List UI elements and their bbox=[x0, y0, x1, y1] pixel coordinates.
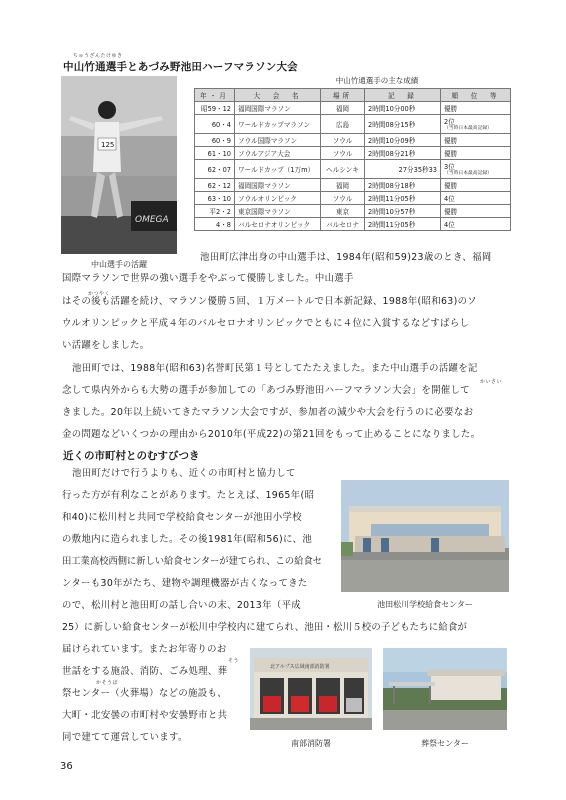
cell-date: 60・9 bbox=[195, 134, 235, 147]
rank-text: 3位 bbox=[444, 163, 455, 171]
cell-record: 2時間08分21秒 bbox=[365, 147, 441, 160]
cell-date: 62・12 bbox=[195, 179, 235, 192]
cell-rank bbox=[441, 160, 511, 179]
cell-rank bbox=[441, 134, 511, 147]
cell-date: 平2・2 bbox=[195, 205, 235, 218]
kyushoku-photo-caption: 池田松川学校給食センター bbox=[377, 600, 473, 609]
cell-event: 福岡国際マラソン bbox=[235, 179, 321, 192]
table-row bbox=[195, 134, 511, 147]
para1-line: はその後も活躍を続け、マラソン優勝５回、１万メートルで日本新記録、1988年(昭和63)のソ bbox=[62, 296, 477, 307]
cell-record: 2時間08分15秒 bbox=[365, 115, 441, 134]
para1-line: い活躍をしました。 bbox=[62, 340, 150, 351]
cell-date: 61・10 bbox=[195, 147, 235, 160]
cell-rank bbox=[441, 102, 511, 115]
rank-text: 優勝 bbox=[444, 137, 458, 145]
cell-event: 福岡国際マラソン bbox=[235, 102, 321, 115]
sousai-center-photo bbox=[383, 648, 507, 730]
table-row bbox=[195, 218, 511, 231]
cell-rank bbox=[441, 147, 511, 160]
table-row bbox=[195, 205, 511, 218]
cell-event: バルセロナオリンピック bbox=[235, 218, 321, 231]
ruby-sou: そう bbox=[228, 658, 240, 664]
para1-line: ウルオリンピックと平成４年のバルセロナオリンピックでともに４位に入賞するなどすばらし bbox=[62, 318, 470, 329]
cell-event: ワールドカップ（1万m） bbox=[235, 160, 321, 179]
rank-text: 優勝 bbox=[444, 182, 458, 190]
para3-line: ので、松川村と池田町の話し合いの末、2013年（平成 bbox=[62, 600, 302, 611]
para3-line-short: 世話をする施設、消防、ごみ処理、葬 bbox=[62, 666, 228, 677]
para1-line: 池田町広津出身の中山選手は、1984年(昭和59)23歳のとき、福岡 bbox=[200, 252, 492, 263]
rank-text: 優勝 bbox=[444, 150, 458, 158]
page-number: 36 bbox=[60, 761, 73, 772]
para3-line-short: 届けられています。またお年寄りのお bbox=[62, 644, 227, 655]
para3-line: 行った方が有利なことがあります。たとえば、1965年(昭 bbox=[62, 490, 315, 501]
rank-note: （当時日本最高記録） bbox=[444, 126, 492, 131]
record-table-title: 中山竹通選手の主な成績 bbox=[335, 76, 419, 85]
cell-record: 2時間10分09秒 bbox=[365, 134, 441, 147]
runner-photo bbox=[61, 76, 177, 254]
cell-date: 62・07 bbox=[195, 160, 235, 179]
cell-rank bbox=[441, 192, 511, 205]
rank-text: 2位 bbox=[444, 118, 455, 126]
table-row bbox=[195, 147, 511, 160]
cell-date: 63・10 bbox=[195, 192, 235, 205]
table-row bbox=[195, 102, 511, 115]
header-date: 年・月 bbox=[195, 89, 235, 102]
cell-record: 2時間10分57秒 bbox=[365, 205, 441, 218]
ruby-kaisai: かいさい bbox=[480, 379, 503, 385]
para1-line: 国際マラソンで世界の強い選手をやぶって優勝しました。中山選手 bbox=[62, 273, 354, 284]
header-rank: 順 位 等 bbox=[441, 89, 511, 102]
para2-line: きました。20年以上続いてきたマラソン大会ですが、参加者の減少や大会を行うのに必要なお bbox=[62, 407, 474, 418]
runner-photo-caption: 中山選手の活躍 bbox=[91, 260, 147, 269]
cell-record: 2時間08分18秒 bbox=[365, 179, 441, 192]
cell-record: 2時間10分00秒 bbox=[365, 102, 441, 115]
cell-date: 4・8 bbox=[195, 218, 235, 231]
section2-title: 近くの市町村とのむすびつき bbox=[63, 450, 200, 462]
fire-station-caption: 南部消防署 bbox=[291, 739, 331, 748]
cell-rank bbox=[441, 205, 511, 218]
rank-text: 4位 bbox=[444, 195, 455, 203]
cell-place: ソウル bbox=[321, 147, 365, 160]
para3-line-short: 大町・北安曇の市町村や安曇野市と共 bbox=[62, 710, 228, 721]
para2-line: 金の問題などいくつかの理由から2010年(平成22)の第21回をもって止めることになりました。 bbox=[62, 429, 481, 440]
header-place: 場所 bbox=[321, 89, 365, 102]
ruby-katsuyaku: かつやく bbox=[88, 291, 111, 297]
cell-place: ソウル bbox=[321, 134, 365, 147]
para2-line: 池田町では、1988年(昭和63)名誉町民第１号としてたたえました。また中山選手の活躍を記 bbox=[72, 363, 478, 374]
bib-number: 125 bbox=[101, 141, 115, 149]
cell-event: ソウル国際マラソン bbox=[235, 134, 321, 147]
cell-date: 昭59・12 bbox=[195, 102, 235, 115]
ruby-kasouba: かそうば bbox=[96, 680, 119, 686]
cell-date: 60・4 bbox=[195, 115, 235, 134]
kyushoku-center-photo bbox=[341, 480, 509, 592]
fire-station-sign: 北アルプス広域南部消防署 bbox=[270, 664, 330, 670]
fire-station-photo bbox=[250, 648, 372, 730]
para3-line: 田工業高校西側に新しい給食センターが建てられ、この給食セ bbox=[62, 556, 322, 567]
cell-record: 27分35秒33 bbox=[365, 160, 441, 179]
cell-event: ワールドカップマラソン bbox=[235, 115, 321, 134]
rank-text: 4位 bbox=[444, 221, 455, 229]
para3-line: 池田町だけで行うよりも、近くの市町村と協力して bbox=[72, 468, 296, 479]
record-table-header bbox=[195, 89, 511, 102]
cell-record: 2時間11分05秒 bbox=[365, 192, 441, 205]
table-row bbox=[195, 160, 511, 179]
cell-place: 広島 bbox=[321, 115, 365, 134]
cell-place: ソウル bbox=[321, 192, 365, 205]
table-row bbox=[195, 192, 511, 205]
cell-rank bbox=[441, 179, 511, 192]
record-table bbox=[194, 88, 511, 231]
para3-line: の敷地内に造られました。その後1981年(昭和56)に、池 bbox=[62, 534, 313, 545]
para3-line-short: 同で建てて運営しています。 bbox=[62, 732, 188, 743]
cell-rank bbox=[441, 218, 511, 231]
table-row bbox=[195, 115, 511, 134]
cell-place: 東京 bbox=[321, 205, 365, 218]
para3-line: 和40)に松川村と共同で学校給食センターが池田小学校 bbox=[62, 512, 302, 523]
para3-line-full: 25）に新しい給食センターが松川中学校内に建てられ、池田・松川５校の子どもたちに給食が bbox=[62, 622, 468, 633]
rank-text: 優勝 bbox=[444, 208, 458, 216]
header-record: 記 録 bbox=[365, 89, 441, 102]
cell-place: バルセロナ bbox=[321, 218, 365, 231]
cell-place: 福岡 bbox=[321, 179, 365, 192]
cell-place: 福岡 bbox=[321, 102, 365, 115]
rank-text: 優勝 bbox=[444, 105, 458, 113]
cell-record: 2時間11分05秒 bbox=[365, 218, 441, 231]
cell-event: ソウルアジア大会 bbox=[235, 147, 321, 160]
para2-line: 念して県内外からも大勢の選手が参加しての「あづみ野池田ハーフマラソン大会」を開催して bbox=[62, 385, 470, 396]
table-row bbox=[195, 179, 511, 192]
cell-event: ソウルオリンピック bbox=[235, 192, 321, 205]
section-title: 中山竹通選手とあづみ野池田ハーフマラソン大会 bbox=[63, 61, 298, 73]
title-furigana: ちゅうざんたけゆき bbox=[73, 53, 123, 59]
cell-place: ヘルシンキ bbox=[321, 160, 365, 179]
para3-line: ンターも30年がたち、建物や調理機器が古くなってきた bbox=[62, 578, 308, 589]
cell-event: 東京国際マラソン bbox=[235, 205, 321, 218]
omega-sign: OMEGA bbox=[135, 215, 169, 225]
header-event: 大 会 名 bbox=[235, 89, 321, 102]
para3-line-short: 祭センター（火葬場）などの施設も、 bbox=[62, 688, 227, 699]
cell-rank bbox=[441, 115, 511, 134]
rank-note: （当時日本最高記録） bbox=[444, 171, 492, 176]
sousai-center-caption: 葬祭センター bbox=[421, 739, 469, 748]
